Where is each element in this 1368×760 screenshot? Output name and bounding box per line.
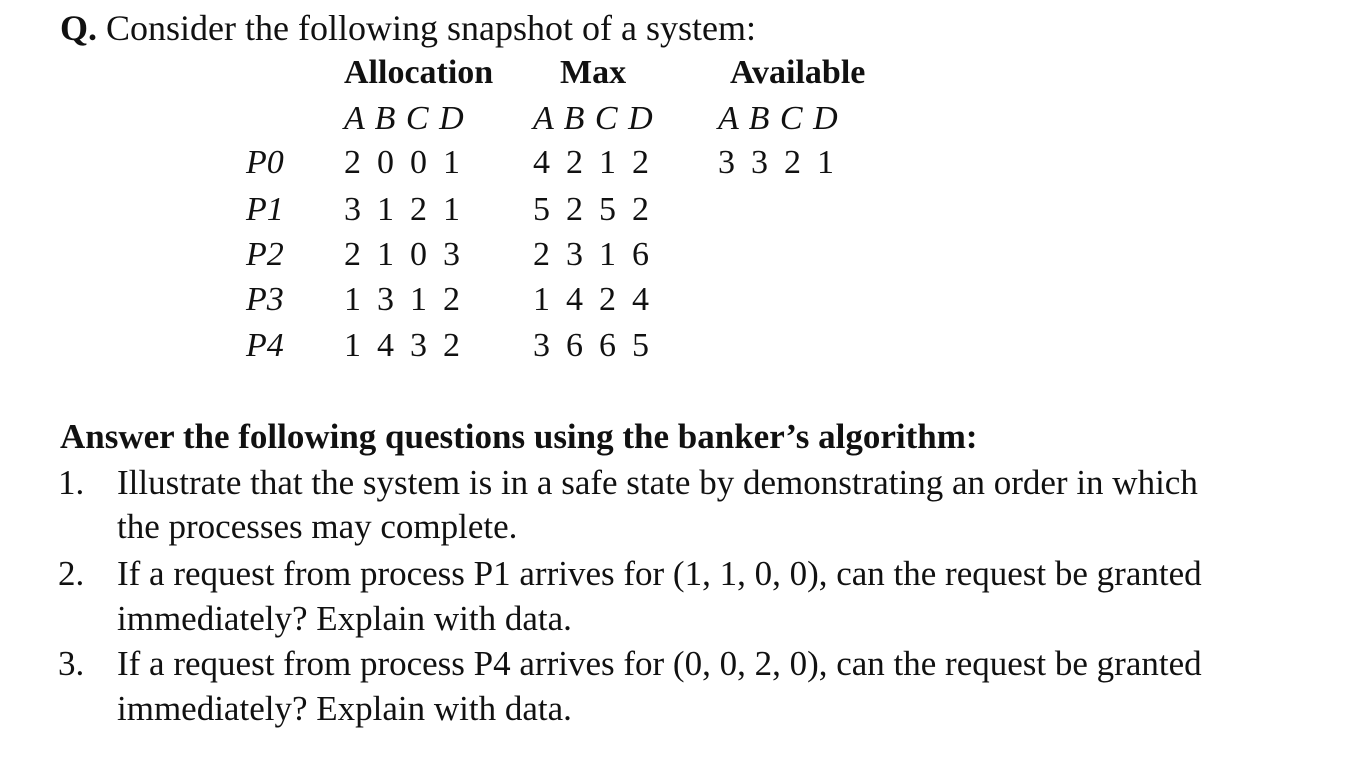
allocation-value: 3 (377, 281, 395, 318)
allocation-row (344, 232, 476, 278)
allocation-value: 0 (410, 236, 428, 273)
process-name: P3 (246, 281, 284, 318)
allocation-value: 0 (410, 144, 428, 181)
allocation-value: 2 (443, 281, 461, 318)
list-item-text: If a request from process P1 arrives for (1, 1, 0, 0), can the request be granted (117, 554, 1202, 593)
allocation-value: 1 (443, 144, 461, 181)
allocation-value: 2 (410, 191, 428, 228)
allocation-value: 1 (377, 236, 395, 273)
max-value: 2 (566, 191, 584, 228)
list-item-number: 3. (58, 644, 85, 683)
max-row (533, 187, 665, 233)
max-value: 1 (599, 144, 617, 181)
max-header: Max (560, 54, 627, 91)
process-name: P1 (246, 191, 284, 228)
max-value: 5 (599, 191, 617, 228)
question-text: Consider the following snapshot of a system: (106, 8, 756, 48)
available-header: Available (730, 54, 866, 91)
max-value: 2 (566, 144, 584, 181)
max-value: 2 (632, 144, 650, 181)
max-value: 6 (599, 327, 617, 364)
allocation-value: 2 (443, 327, 461, 364)
allocation-row (344, 140, 476, 186)
max-value: 1 (533, 281, 551, 318)
available-value: 2 (784, 144, 802, 181)
process-name: P2 (246, 236, 284, 273)
question-line (60, 4, 756, 52)
max-row (533, 232, 665, 278)
available-value: 3 (718, 144, 736, 181)
max-value: 2 (533, 236, 551, 273)
max-value: 4 (632, 281, 650, 318)
allocation-row (344, 323, 476, 369)
list-item-text: immediately? Explain with data. (117, 689, 572, 728)
max-value: 2 (632, 191, 650, 228)
max-value: 6 (632, 236, 650, 273)
max-value: 3 (533, 327, 551, 364)
allocation-row (344, 187, 476, 233)
max-value: 5 (533, 191, 551, 228)
list-item-text: If a request from process P4 arrives for (0, 0, 2, 0), can the request be granted (117, 644, 1202, 683)
allocation-value: 1 (443, 191, 461, 228)
max-row (533, 323, 665, 369)
allocation-value: 0 (377, 144, 395, 181)
allocation-row (344, 277, 476, 323)
allocation-value: 2 (344, 144, 362, 181)
max-row (533, 140, 665, 186)
question-marker: Q. (60, 8, 98, 48)
max-row (533, 277, 665, 323)
list-item-text: immediately? Explain with data. (117, 599, 572, 638)
process-name: P0 (246, 144, 284, 181)
max-resource-labels: A B C D (533, 100, 654, 137)
allocation-value: 3 (410, 327, 428, 364)
list-item-number: 1. (58, 463, 85, 502)
allocation-value: 2 (344, 236, 362, 273)
available-value: 1 (817, 144, 835, 181)
allocation-header: Allocation (344, 54, 494, 91)
process-name: P4 (246, 327, 284, 364)
max-value: 5 (632, 327, 650, 364)
allocation-value: 1 (410, 281, 428, 318)
allocation-value: 1 (344, 281, 362, 318)
list-item-text: the processes may complete. (117, 507, 518, 546)
allocation-value: 1 (377, 191, 395, 228)
allocation-resource-labels: A B C D (344, 100, 465, 137)
available-resource-labels: A B C D (718, 100, 839, 137)
max-value: 4 (566, 281, 584, 318)
list-item-text: Illustrate that the system is in a safe state by demonstrating an order in which (117, 463, 1198, 502)
max-value: 2 (599, 281, 617, 318)
allocation-value: 3 (443, 236, 461, 273)
allocation-value: 3 (344, 191, 362, 228)
allocation-value: 1 (344, 327, 362, 364)
available-value: 3 (751, 144, 769, 181)
allocation-value: 4 (377, 327, 395, 364)
available-row (718, 140, 850, 186)
max-value: 4 (533, 144, 551, 181)
answer-title: Answer the following questions using the banker’s algorithm: (60, 417, 978, 456)
max-value: 3 (566, 236, 584, 273)
list-item-number: 2. (58, 554, 85, 593)
max-value: 6 (566, 327, 584, 364)
max-value: 1 (599, 236, 617, 273)
